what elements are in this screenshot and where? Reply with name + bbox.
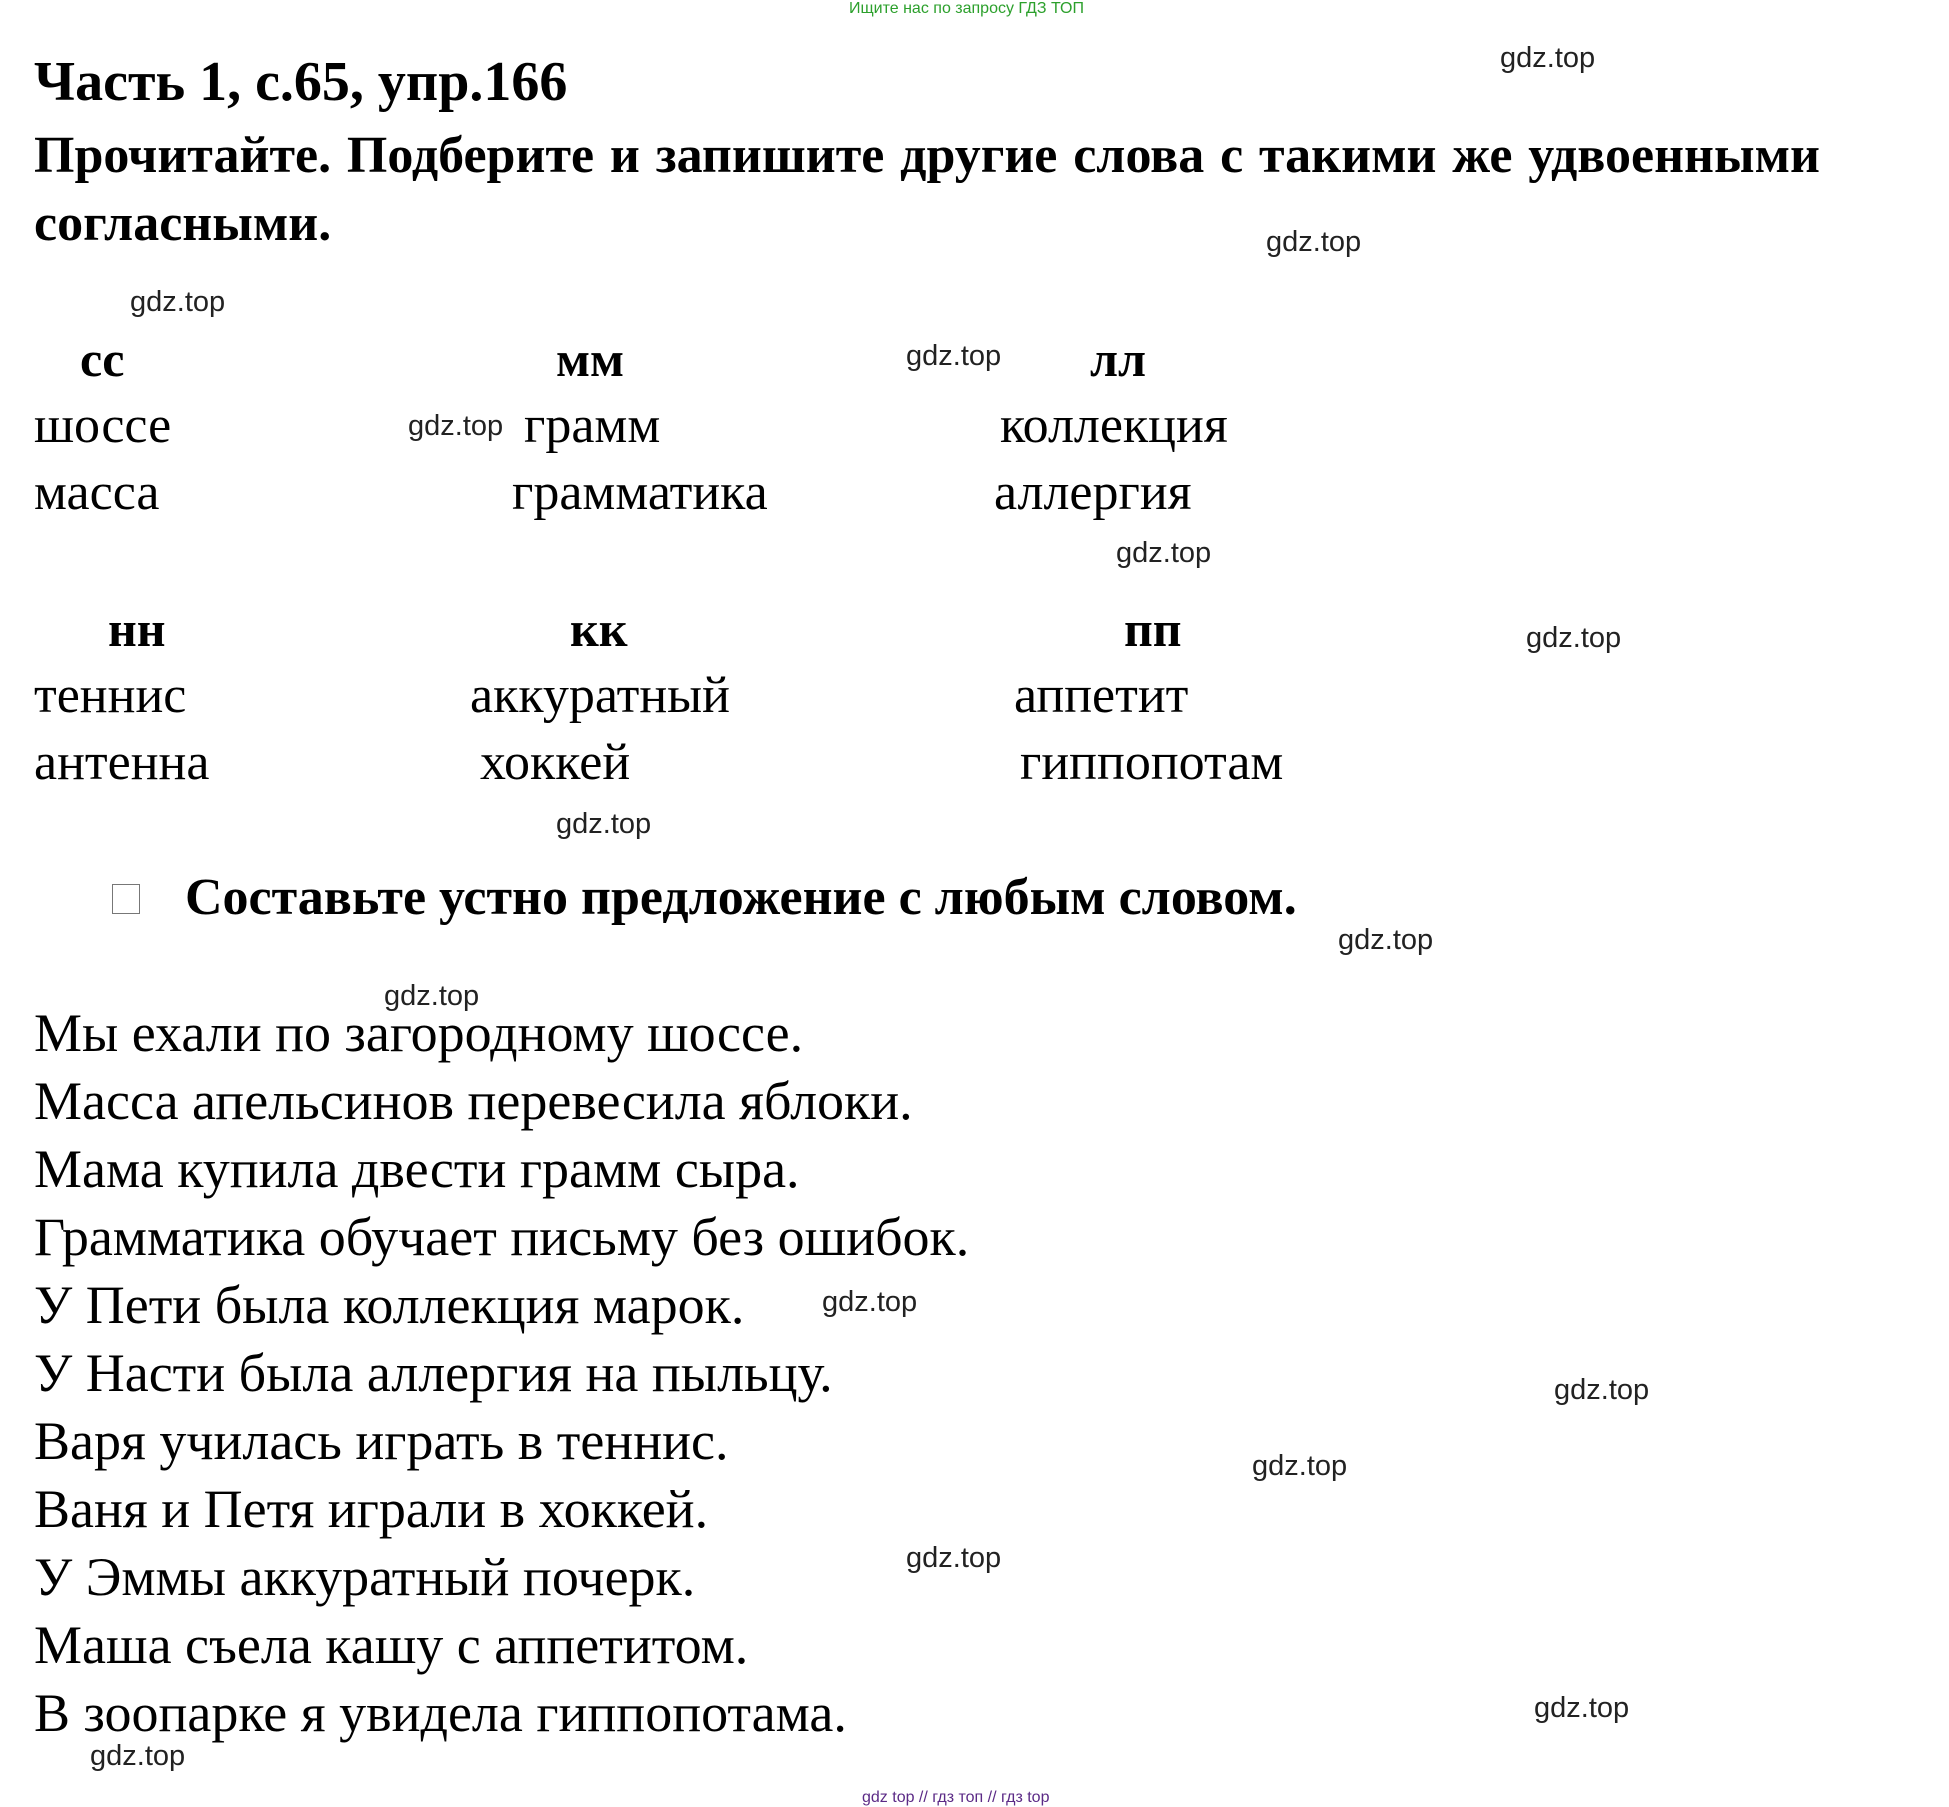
watermark: gdz.top xyxy=(822,1286,918,1318)
watermark: gdz.top xyxy=(906,340,1002,372)
word-item: аккуратный xyxy=(470,667,730,724)
word-item: гиппопотам xyxy=(1020,734,1284,791)
sentence-line: Мама купила двести грамм сыра. xyxy=(34,1139,800,1199)
task-text: Прочитайте. Подберите и запишите другие слова с такими же удвоенными согласными. xyxy=(34,127,1820,252)
watermark: gdz.top xyxy=(1116,537,1212,569)
word-item: масса xyxy=(34,464,160,521)
watermark: gdz.top xyxy=(1500,42,1596,74)
watermark: gdz.top xyxy=(384,980,480,1012)
word-item: шоссе xyxy=(34,397,172,454)
sentence-line: Ваня и Петя играли в хоккей. xyxy=(34,1479,709,1539)
footer-text: gdz top // гдз топ // гдз top xyxy=(862,1789,1050,1806)
watermark: gdz.top xyxy=(1266,226,1362,258)
sentence-line: В зоопарке я увидела гиппопотама. xyxy=(34,1683,847,1743)
watermark: gdz.top xyxy=(1554,1374,1650,1406)
sentence-line: У Насти была аллергия на пыльцу. xyxy=(34,1343,833,1403)
watermark: gdz.top xyxy=(1534,1692,1630,1724)
top-banner: Ищите нас по запросу ГДЗ ТОП xyxy=(849,0,1084,17)
word-item: антенна xyxy=(34,734,210,791)
watermark: gdz.top xyxy=(1338,924,1434,956)
column-heading-mm: мм xyxy=(556,331,625,387)
column-heading-ll: лл xyxy=(1090,331,1147,387)
page-title: Часть 1, с.65, упр.166 xyxy=(34,51,568,113)
sentence-line: Маша съела кашу с аппетитом. xyxy=(34,1615,749,1675)
watermark: gdz.top xyxy=(556,808,652,840)
watermark: gdz.top xyxy=(408,410,504,442)
sentence-line: У Пети была коллекция марок. xyxy=(34,1275,745,1335)
column-heading-nn: нн xyxy=(108,601,166,657)
column-heading-pp: пп xyxy=(1124,601,1182,657)
sentence-line: Грамматика обучает письму без ошибок. xyxy=(34,1207,970,1267)
sentence-line: Масса апельсинов перевесила яблоки. xyxy=(34,1071,913,1131)
sub-task-text: Составьте устно предложение с любым словом. xyxy=(185,869,1297,926)
word-item: аллергия xyxy=(994,464,1192,521)
word-item: теннис xyxy=(34,667,187,724)
word-item: грамматика xyxy=(512,464,768,521)
word-item: аппетит xyxy=(1014,667,1189,724)
watermark: gdz.top xyxy=(1252,1450,1348,1482)
column-heading-kk: кк xyxy=(570,601,628,657)
sentence-line: Мы ехали по загородному шоссе. xyxy=(34,1003,804,1063)
watermark: gdz.top xyxy=(906,1542,1002,1574)
watermark: gdz.top xyxy=(90,1740,186,1772)
word-item: грамм xyxy=(524,397,661,454)
sentence-line: Варя училась играть в теннис. xyxy=(34,1411,729,1471)
word-item: хоккей xyxy=(480,734,631,791)
watermark: gdz.top xyxy=(1526,622,1622,654)
sentence-line: У Эммы аккуратный почерк. xyxy=(34,1547,696,1607)
word-item: коллекция xyxy=(1000,397,1228,454)
watermark: gdz.top xyxy=(130,286,226,318)
empty-checkbox-icon xyxy=(112,884,140,914)
column-heading-ss: сс xyxy=(80,331,125,387)
